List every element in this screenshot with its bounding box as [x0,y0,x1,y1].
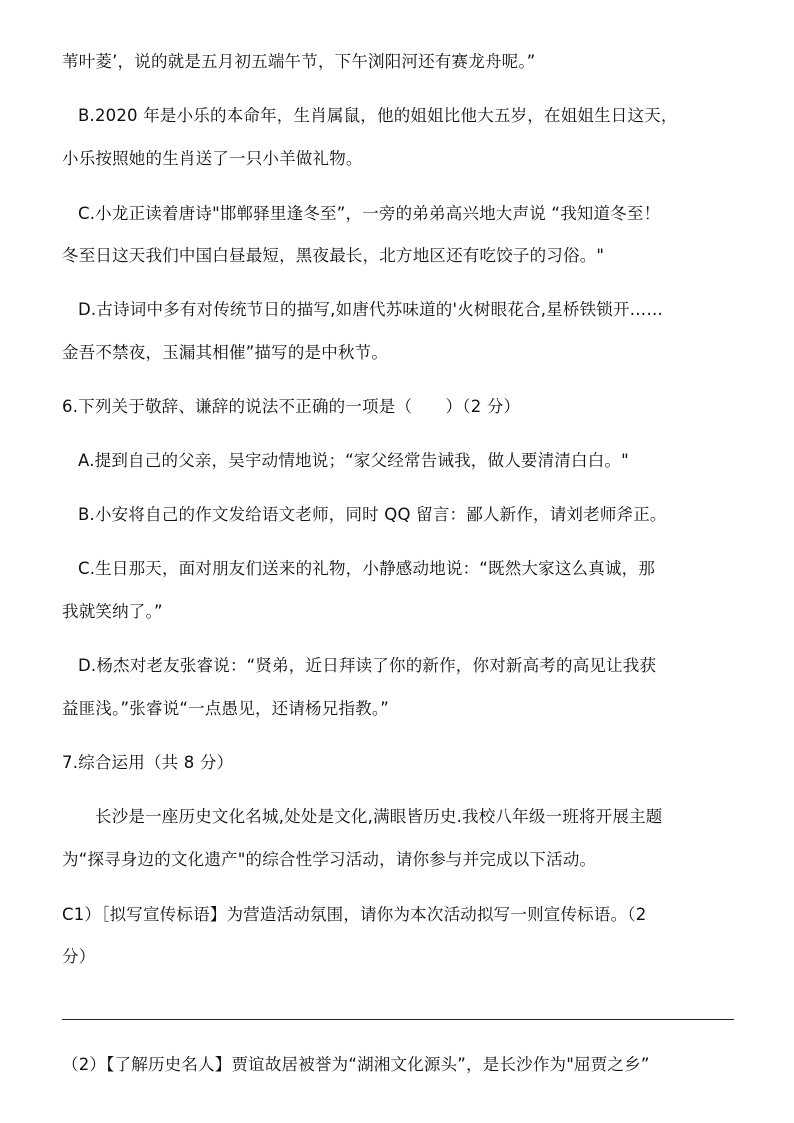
text-line: 分） [62,947,96,966]
text-line: 金吾不禁夜，玉漏其相催”描写的是中秋节。 [62,343,389,362]
text-line: 小乐按照她的生肖送了一只小羊做礼物。 [62,149,363,168]
q6-option-d: D.杨杰对老友张睿说：“贤弟，近日拜读了你的新作，你对新高考的高见让我获 [78,656,657,675]
q7-sub2-prompt: （2）【了解历史名人】贾谊故居被誉为“湖湘文化源头”，是长沙作为"屈贾之乡” [62,1055,650,1074]
answer-line [62,1019,734,1020]
q7-sub1-prompt: C1）［拟写宣传标语】为营造活动氛围，请你为本次活动拟写一则宣传标语。（2 [62,905,647,924]
question-6-title: 6.下列关于敬辞、谦辞的说法不正确的一项是（ ）（2 分） [62,397,521,416]
text-line: 为“探寻身边的文化遗产"的综合性学习活动，请你参与并完成以下活动。 [62,850,597,869]
text-line: 我就笑纳了。” [62,602,163,621]
q6-option-b: B.小安将自己的作文发给语文老师，同时 QQ 留言：鄙人新作，请刘老师斧正。 [78,505,667,524]
option-d-line: D.古诗词中多有对传统节日的描写,如唐代苏味道的'火树眼花合,星桥铁锁开…… [78,300,664,319]
text-line: 冬至日这天我们中国白昼最短，黑夜最长，北方地区还有吃饺子的习俗。" [62,246,605,265]
question-7-title: 7.综合运用（共 8 分） [62,753,234,772]
option-c-line: C.小龙正读着唐诗"邯郸驿里逢冬至”，一旁的弟弟高兴地大声说 “我知道冬至！ [78,204,661,223]
option-b-line: B.2020 年是小乐的本命年，生肖属鼠，他的姐姐比他大五岁，在姐姐生日这天， [78,106,678,125]
q7-intro-paragraph: 长沙是一座历史文化名城,处处是文化,满眼皆历史.我校八年级一班将开展主题 [95,807,663,826]
text-line: 益匪浅。”张睿说“一点愚见，还请杨兄指教。” [62,699,390,718]
q6-option-a: A.提到自己的父亲，吴宇动情地说；“家父经常告诫我，做人要清清白白。" [78,451,629,470]
text-line: 苇叶菱’，说的就是五月初五端午节，下午浏阳河还有赛龙舟呢。” [62,52,536,71]
q6-option-c: C.生日那天，面对朋友们送来的礼物，小静感动地说：“既然大家这么真诚，那 [78,559,656,578]
